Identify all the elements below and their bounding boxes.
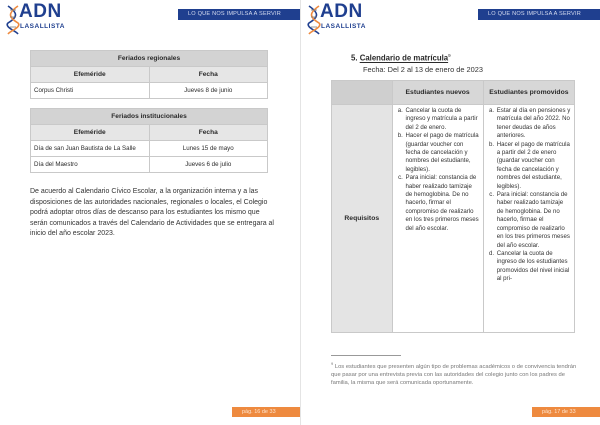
- logo-adn-text: ADN: [19, 1, 62, 22]
- requirements-table: [331, 80, 575, 333]
- list-item: c. Para inicial: constancia de haber realizado tamizaje de hemoglobina. De no hacerlo, firmar el compromiso de realizarlo en los tres primeros meses del año escolar.: [405, 174, 480, 233]
- efemeride-cell: Día del Maestro: [31, 157, 150, 173]
- efemeride-cell: Día de san Juan Bautista de La Salle: [31, 141, 150, 157]
- requirements-label: Requisitos: [332, 105, 393, 333]
- footnote-divider: [331, 355, 401, 356]
- list-item: d. Cancelar la cuota de ingreso de los estudiantes promovidos del nivel inicial al pri-: [496, 250, 571, 284]
- list-item: c. Para inicial: constancia de haber realizado tamizaje de hemoglobina. De no hacerlo, firmae el compromiso de realizarlo en los tres primeros meses del año escolar.: [496, 191, 571, 250]
- empty-header-cell: [332, 81, 393, 105]
- fecha-cell: Jueves 6 de julio: [149, 157, 268, 173]
- header-promoted-students: Estudiantes promovidos: [483, 81, 574, 105]
- table-row: [31, 141, 268, 157]
- list-item: b. Hacer el pago de matrícula a partir del 2 de enero (guardar voucher con fecha de cancelación y nombres del estudiante, legibles).: [496, 141, 571, 191]
- logo-lasallista-text: LASALLISTA: [321, 23, 366, 30]
- list-item: b. Hacer el pago de matrícula (guardar voucher con fecha de cancelación y nombres del estudiante, legibles).: [405, 132, 480, 174]
- efemeride-cell: Corpus Christi: [31, 83, 150, 99]
- institutional-holidays-table: [30, 108, 268, 173]
- logo-lasallista-text: LASALLISTA: [20, 23, 65, 30]
- list-item: a. Estar al día en pensiones y matrícula del año 2022. No tener deudas de años anteriores.: [496, 107, 571, 141]
- fecha-cell: Lunes 15 de mayo: [149, 141, 268, 157]
- right-page: [300, 0, 600, 425]
- regional-table-title: Feriados regionales: [31, 51, 268, 67]
- footnote: [331, 360, 577, 388]
- new-students-requirements: [392, 105, 483, 333]
- regional-col-efemeride: Efeméride: [31, 67, 150, 83]
- footnote-number: 9: [331, 361, 334, 366]
- tagline-banner: LO QUE NOS IMPULSA A SERVIR: [478, 9, 600, 20]
- section-heading: [351, 53, 451, 63]
- institutional-col-efemeride: Efeméride: [31, 125, 150, 141]
- dna-helix-icon: [307, 5, 321, 35]
- footnote-text: Los estudiantes que presenten algún tipo de problemas académicos o de convivencia tendrán que pasar por una entrevista previa con las autoridades del colegio junto con los padres de familia, la misma que será comunicada oportunamente.: [331, 363, 577, 387]
- regional-holidays-table: [30, 50, 268, 99]
- page-number: pág. 17 de 33: [532, 407, 600, 417]
- regional-col-fecha: Fecha: [149, 67, 268, 83]
- header-new-students: Estudiantes nuevos: [392, 81, 483, 105]
- page-number: pág. 16 de 33: [232, 407, 300, 417]
- fecha-cell: Jueves 8 de junio: [149, 83, 268, 99]
- logo-adn-text: ADN: [320, 1, 363, 22]
- enrollment-date: Fecha: Del 2 al 13 de enero de 2023: [363, 65, 483, 74]
- body-paragraph: De acuerdo al Calendario Cívico Escolar, a la organización interna y a las disposiciones de las autoridades nacionales, regionales o locales, el Colegio podrá adoptar otros días de descanso para los estudiantes los mismo que serán comunicados a través del Calendario de Actividades que se entregara al inicio del año escolar 2023.: [30, 188, 274, 238]
- dna-helix-icon: [6, 5, 20, 35]
- tagline-banner: LO QUE NOS IMPULSA A SERVIR: [178, 9, 300, 20]
- section-title: Calendario de matrícula: [359, 53, 449, 63]
- adn-lasallista-logo: [307, 1, 371, 38]
- list-item: a. Cancelar la cuota de ingreso y matrícula a partir del 2 de enero.: [405, 107, 480, 132]
- promoted-students-requirements: [483, 105, 574, 333]
- footnote-ref: 9: [448, 53, 451, 58]
- table-row: [31, 83, 268, 99]
- institutional-table-title: Feriados institucionales: [31, 109, 268, 125]
- table-row: [31, 157, 268, 173]
- adn-lasallista-logo: [6, 1, 70, 38]
- section-number: 5.: [351, 53, 358, 63]
- institutional-col-fecha: Fecha: [149, 125, 268, 141]
